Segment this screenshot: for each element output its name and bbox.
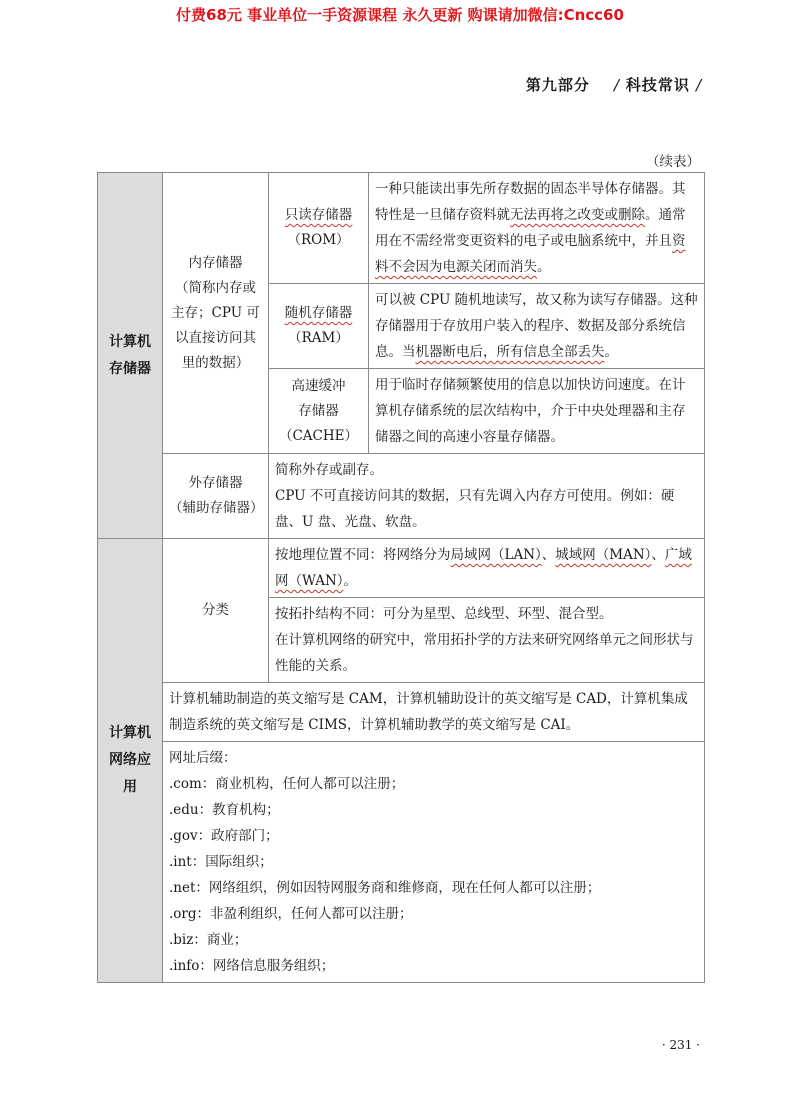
- rom-abbr: （ROM）: [287, 232, 350, 248]
- category-network: 计算机网络应用: [98, 539, 163, 983]
- category-storage: 计算机存储器: [98, 173, 163, 539]
- table-row: [98, 539, 705, 598]
- continued-label: （续表）: [646, 154, 700, 170]
- list-item: .biz：商业；: [169, 932, 248, 948]
- internal-memory-name: 内存储器: [188, 254, 243, 271]
- classify-geo: 按地理位置不同：将网络分为局域网（LAN）、城域网（MAN）、广域网（WAN）。: [269, 539, 705, 598]
- cache-cell: [269, 369, 369, 454]
- ram-desc: 可以被 CPU 随机地读写，故又称为读写存储器。这种存储器用于存放用户装入的程序、数据及部分系统信息。当机器断电后，所有信息全部丢失。: [369, 284, 705, 369]
- promo-banner: 付费68元 事业单位一手资源课程 永久更新 购课请加微信:Cncc60: [176, 6, 624, 24]
- ram-name: 随机存储器: [284, 305, 353, 321]
- rom-name: 只读存储器: [284, 207, 353, 223]
- knowledge-table: [97, 172, 705, 983]
- list-item: .edu：教育机构；: [169, 802, 280, 818]
- internal-memory-note: （简称内存或主存；CPU 可以直接访问其里的数据）: [171, 279, 260, 371]
- cache-name: 高速缓冲存储器: [291, 377, 346, 419]
- table-row: [98, 742, 705, 983]
- list-item: .info：网络信息服务组织；: [169, 958, 335, 974]
- page-header: 第九部分 / 科技常识 /: [525, 76, 702, 94]
- list-item: .int：国际组织；: [169, 854, 273, 870]
- rom-cell: [269, 173, 369, 284]
- header-section: 科技常识: [625, 76, 690, 94]
- table-row: [98, 454, 705, 539]
- abbreviations-text: 计算机辅助制造的英文缩写是 CAM，计算机辅助设计的英文缩写是 CAD，计算机集成制造系统的英文缩写是 CIMS，计算机辅助教学的英文缩写是 CAI。: [163, 683, 705, 742]
- external-memory-desc: 简称外存或副存。 CPU 不可直接访问其的数据，只有先调入内存方可使用。例如：硬盘、U 盘、光盘、软盘。: [269, 454, 705, 539]
- classify-cell: 分类: [163, 539, 269, 683]
- internal-memory-cell: [163, 173, 269, 454]
- classify-topology: 按拓扑结构不同：可分为星型、总线型、环型、混合型。 在计算机网络的研究中，常用拓扑学的方法来研究网络单元之间形状与性能的关系。: [269, 598, 705, 683]
- table-row: [98, 173, 705, 284]
- list-item: .net：网络组织，例如因特网服务商和维修商，现在任何人都可以注册；: [169, 880, 601, 896]
- external-memory-name: 外存储器: [188, 475, 243, 491]
- ram-cell: [269, 284, 369, 369]
- cache-abbr: （CACHE）: [278, 427, 359, 444]
- rom-desc: 一种只能读出事先所存数据的固态半导体存储器。其特性是一旦储存资料就无法再将之改变或删除。通常用在不需经常变更资料的电子或电脑系统中，并且资料不会因为电源关闭而消失。: [369, 173, 705, 284]
- table-row: [98, 683, 705, 742]
- ram-abbr: （RAM）: [288, 330, 349, 346]
- header-part: 第九部分: [525, 76, 590, 94]
- domain-suffix-cell: [163, 742, 705, 983]
- external-memory-note: （辅助存储器）: [169, 500, 264, 516]
- list-item: .gov：政府部门；: [169, 828, 279, 844]
- cache-desc: 用于临时存储频繁使用的信息以加快访问速度。在计算机存储系统的层次结构中，介于中央处理器和主存储器之间的高速小容量存储器。: [369, 369, 705, 454]
- suffix-title: 网址后缀：: [169, 750, 237, 766]
- external-memory-cell: [163, 454, 269, 539]
- page-number: · 231 ·: [661, 1038, 700, 1052]
- list-item: .org：非盈利组织，任何人都可以注册；: [169, 906, 413, 922]
- list-item: .com：商业机构，任何人都可以注册；: [169, 776, 405, 792]
